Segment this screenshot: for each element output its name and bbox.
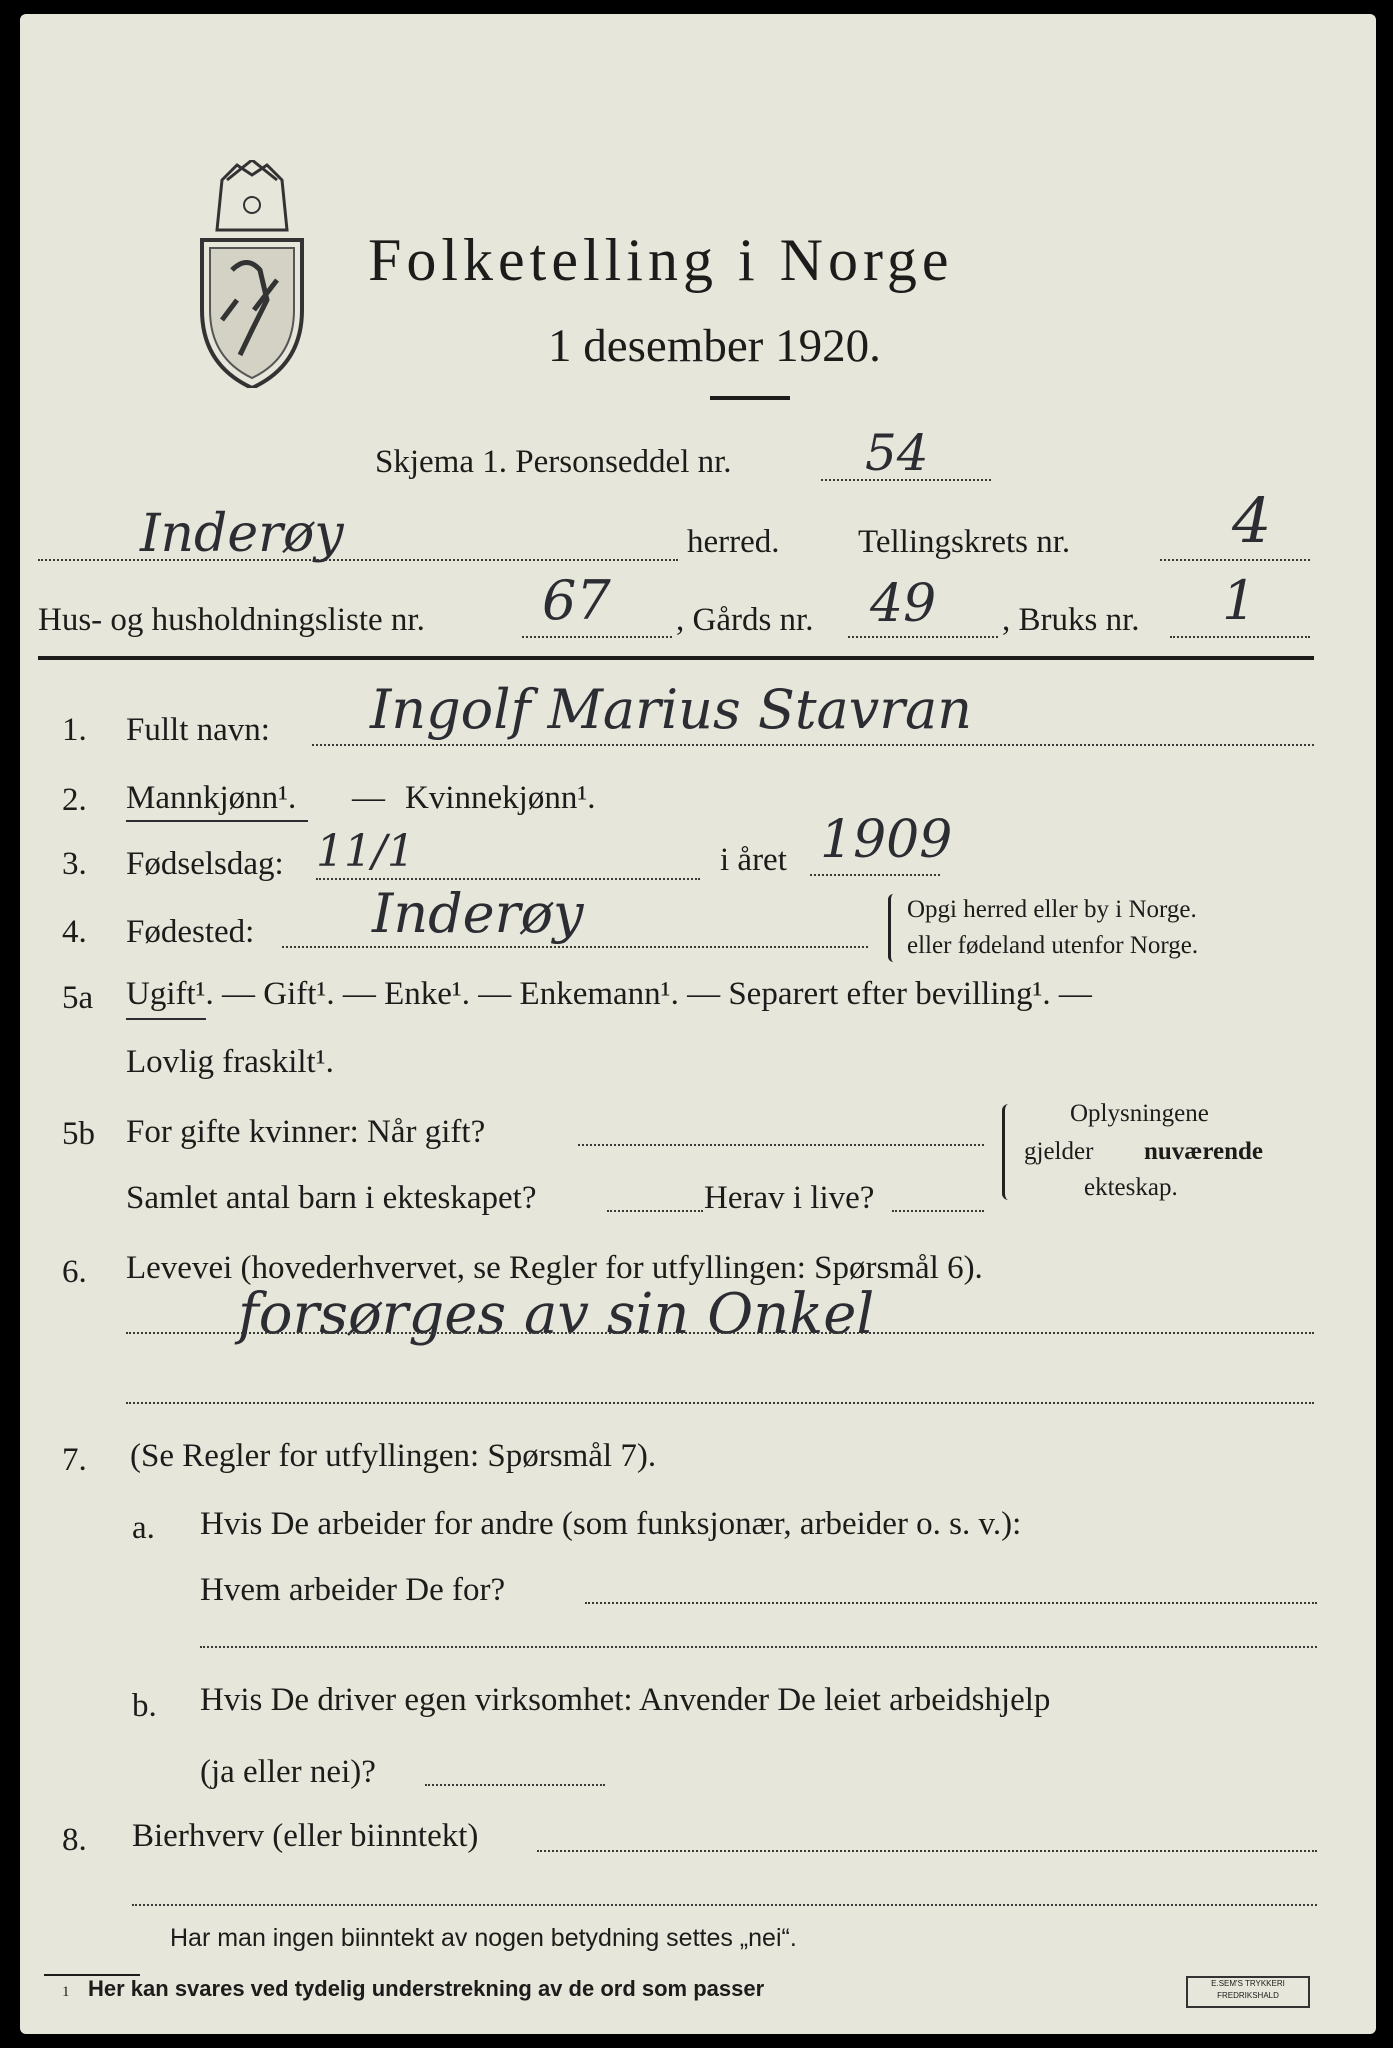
municipality-value: Inderøy [140,504,344,564]
husliste-line [522,636,672,638]
q4-value: Inderøy [372,882,584,945]
q6-value: forsørges av sin Onkel [238,1282,875,1347]
q6-label: Levevei (hovederhvervet, se Regler for utfyllingen: Spørsmål 6). [126,1250,983,1286]
q2-male: Mannkjønn¹. [126,780,297,816]
q8-line2 [132,1904,1317,1906]
q7a-line1 [585,1602,1317,1604]
q7b-text: Hvis De driver egen virksomhet: Anvender De leiet arbeidshjelp [200,1682,1051,1718]
footnote-text: Her kan svares ved tydelig understrekning av de ord som passer [88,1976,765,2001]
q5a-options: Ugift¹. — Gift¹. — Enke¹. — Enkemann¹. — Separert efter bevilling¹. — [126,976,1092,1012]
q5b-children-line [607,1210,703,1212]
q8-line1 [537,1850,1317,1852]
q6-line1 [126,1332,1314,1334]
q1-value: Ingolf Marius Stavran [370,678,973,741]
q5a-options-cont: Lovlig fraskilt¹. [126,1044,334,1080]
q7-number: 7. [62,1442,87,1478]
printer-stamp [1186,1976,1310,2008]
tellingskrets-label: Tellingskrets nr. [858,524,1071,560]
q7-label: (Se Regler for utfyllingen: Spørsmål 7). [130,1438,657,1474]
form-date: 1 desember 1920. [548,320,881,372]
q5b-living-line [892,1210,984,1212]
gards-value: 49 [870,574,937,634]
q5b-note-line1: Oplysningene [1070,1100,1209,1127]
title-divider [710,396,790,400]
husliste-value: 67 [542,569,611,632]
q7a-question: Hvem arbeider De for? [200,1572,506,1608]
census-form [20,14,1376,2034]
q3-year-value: 1909 [820,810,953,870]
q5b-note-line2b: nuværende [1144,1138,1264,1165]
q5b-note-line3: ekteskap. [1084,1174,1178,1201]
section-divider [38,656,1314,660]
q3-number: 3. [62,846,87,882]
footer-note: Har man ingen biinntekt av nogen betydning settes „nei“. [170,1924,797,1952]
schema-label: Skjema 1. Personseddel nr. [375,444,732,480]
q2-female: Kvinnekjønn¹. [405,780,596,816]
q6-number: 6. [62,1254,87,1290]
q4-line [282,946,868,948]
municipality-line [38,559,678,561]
q3-label: Fødselsdag: [126,846,284,882]
q6-line2 [126,1402,1314,1404]
q4-number: 4. [62,914,87,950]
q5b-note-brace [1002,1104,1015,1200]
q1-number: 1. [62,712,87,748]
q7a-letter: a. [132,1510,155,1546]
q5a-number: 5a [62,980,94,1016]
q1-label: Fullt navn: [126,712,270,748]
footnote-mark: 1 [62,1984,70,2000]
q5a-ugift-underline [126,1018,206,1020]
tellingskrets-value: 4 [1232,484,1272,557]
q4-note-line2: eller fødeland utenfor Norge. [907,932,1199,959]
form-title: Folketelling i Norge [368,227,954,293]
q5b-children-label: Samlet antal barn i ekteskapet? [126,1180,537,1216]
q8-label: Bierhverv (eller biinntekt) [132,1818,479,1854]
q7a-text: Hvis De arbeider for andre (som funksjonær, arbeider o. s. v.): [200,1506,1022,1542]
gards-line [848,636,998,638]
q5b-number: 5b [62,1116,95,1152]
husliste-label: Hus- og husholdningsliste nr. [38,602,425,638]
q7b-question: (ja eller nei)? [200,1754,376,1790]
q3-day-value: 11/1 [316,826,415,877]
gards-label: , Gårds nr. [676,602,814,638]
q4-note-brace [888,894,899,962]
bruks-label: , Bruks nr. [1002,602,1140,638]
q2-separator: — [352,780,385,816]
q5b-label: For gifte kvinner: Når gift? [126,1114,486,1150]
q5b-note-line2a: gjelder [1024,1138,1094,1165]
q2-male-underline [126,820,308,822]
herred-label: herred. [687,524,780,560]
q7a-line2 [200,1646,1317,1648]
person-no-value: 54 [865,424,929,482]
q3-day-line [316,878,700,880]
q3-year-label: i året [720,842,787,878]
q4-label: Fødested: [126,914,255,950]
q1-line [312,744,1314,746]
q2-number: 2. [62,782,87,818]
q3-year-line [810,874,940,876]
bruks-value: 1 [1222,569,1257,632]
q5b-living-label: Herav i live? [704,1180,875,1216]
q8-number: 8. [62,1822,87,1858]
printer-stamp-text: E.SEM'S TRYKKERI FREDRIKSHALD [1211,1979,1285,2000]
q7b-line [425,1784,605,1786]
bruks-line [1170,636,1310,638]
q5b-line [578,1144,984,1146]
coat-of-arms-icon [192,160,312,388]
q4-note-line1: Opgi herred eller by i Norge. [907,896,1197,923]
tellingskrets-line [1160,559,1310,561]
q7b-letter: b. [132,1688,157,1724]
